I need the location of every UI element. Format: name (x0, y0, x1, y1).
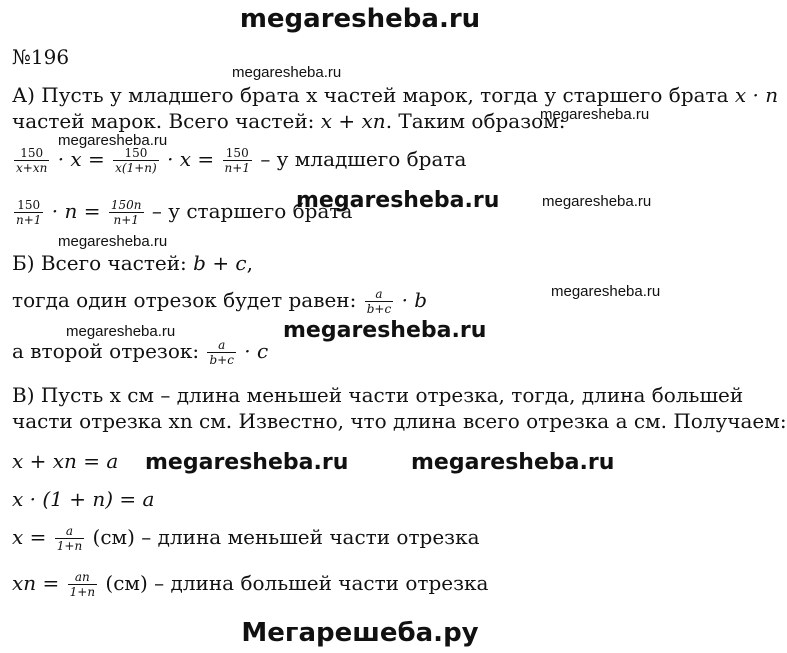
part-a-text: А) Пусть у младшего брата x частей марок, тогда у старшего брата (12, 83, 729, 107)
equation-3 (12, 524, 480, 553)
watermark: megaresheba.ru (411, 450, 615, 475)
math-op: · n = (51, 199, 101, 223)
part-a-line-3 (12, 146, 466, 175)
part-a-expr: x · n (734, 83, 779, 107)
fraction: $\frac{an}{1+n}$ (69, 570, 96, 599)
fraction: $\frac{a}{1+n}$ (56, 524, 83, 553)
math-op: · b (401, 288, 428, 312)
part-a-expr: x + xn (320, 109, 386, 133)
fraction: $\frac{150}{n+1}$ (16, 198, 42, 227)
watermark: megaresheba.ru (542, 193, 652, 210)
fraction: $\frac{150}{x+xn}$ (16, 146, 48, 175)
watermark: megaresheba.ru (283, 318, 487, 343)
watermark: megaresheba.ru (232, 64, 342, 81)
watermark: megaresheba.ru (540, 106, 650, 123)
fraction: $\frac{a}{b+c}$ (366, 287, 392, 316)
site-header: megaresheba.ru (239, 4, 481, 34)
fraction: $\frac{150n}{n+1}$ (110, 198, 142, 227)
result-label: (см) – длина меньшей части отрезка (92, 525, 480, 549)
watermark: megaresheba.ru (58, 132, 168, 149)
part-b-text: а второй отрезок: (12, 339, 200, 363)
problem-number: №196 (12, 45, 70, 69)
math-op: · x = (57, 147, 105, 171)
site-footer: Мегарешеба.ру (241, 618, 479, 648)
part-a-text: . Таким образом: (385, 109, 566, 133)
math-op: · x = (167, 147, 215, 171)
math-op: x = (12, 525, 47, 549)
part-b-text: Б) Всего частей: (12, 251, 187, 275)
part-b-text: тогда один отрезок будет равен: (12, 288, 357, 312)
math-op: xn = (12, 571, 60, 595)
part-a-line-1 (12, 82, 778, 108)
part-v-line-1: В) Пусть x см – длина меньшей части отрезка, тогда, длина большей (12, 383, 744, 407)
part-a-line-2 (12, 108, 565, 134)
part-b-line-3 (12, 338, 268, 367)
result-label: (см) – длина большей части отрезка (105, 571, 489, 595)
watermark: megaresheba.ru (66, 323, 176, 340)
fraction: $\frac{a}{b+c}$ (209, 338, 234, 367)
result-label: – у младшего брата (260, 147, 467, 171)
equation-2: x · (1 + n) = a (12, 487, 155, 511)
watermark: megaresheba.ru (58, 233, 168, 250)
equation-4 (12, 570, 488, 599)
part-b-text: , (246, 251, 253, 275)
part-a-line-4 (12, 198, 352, 227)
result-label: – у старшего брата (151, 199, 353, 223)
fraction: $\frac{150}{x(1+n)}$ (115, 146, 157, 175)
math-op: · c (244, 339, 269, 363)
part-a-text: частей марок. Всего частей: (12, 109, 315, 133)
watermark: megaresheba.ru (145, 450, 349, 475)
watermark: megaresheba.ru (551, 283, 661, 300)
watermark: megaresheba.ru (296, 188, 500, 213)
part-v-line-2: части отрезка xn см. Известно, что длина всего отрезка а см. Получаем: (12, 409, 787, 433)
equation-1: x + xn = a (12, 449, 119, 473)
fraction: $\frac{150}{n+1}$ (224, 146, 250, 175)
part-b-line-1 (12, 250, 253, 276)
part-b-line-2 (12, 287, 427, 316)
part-b-expr: b + c (193, 251, 247, 275)
